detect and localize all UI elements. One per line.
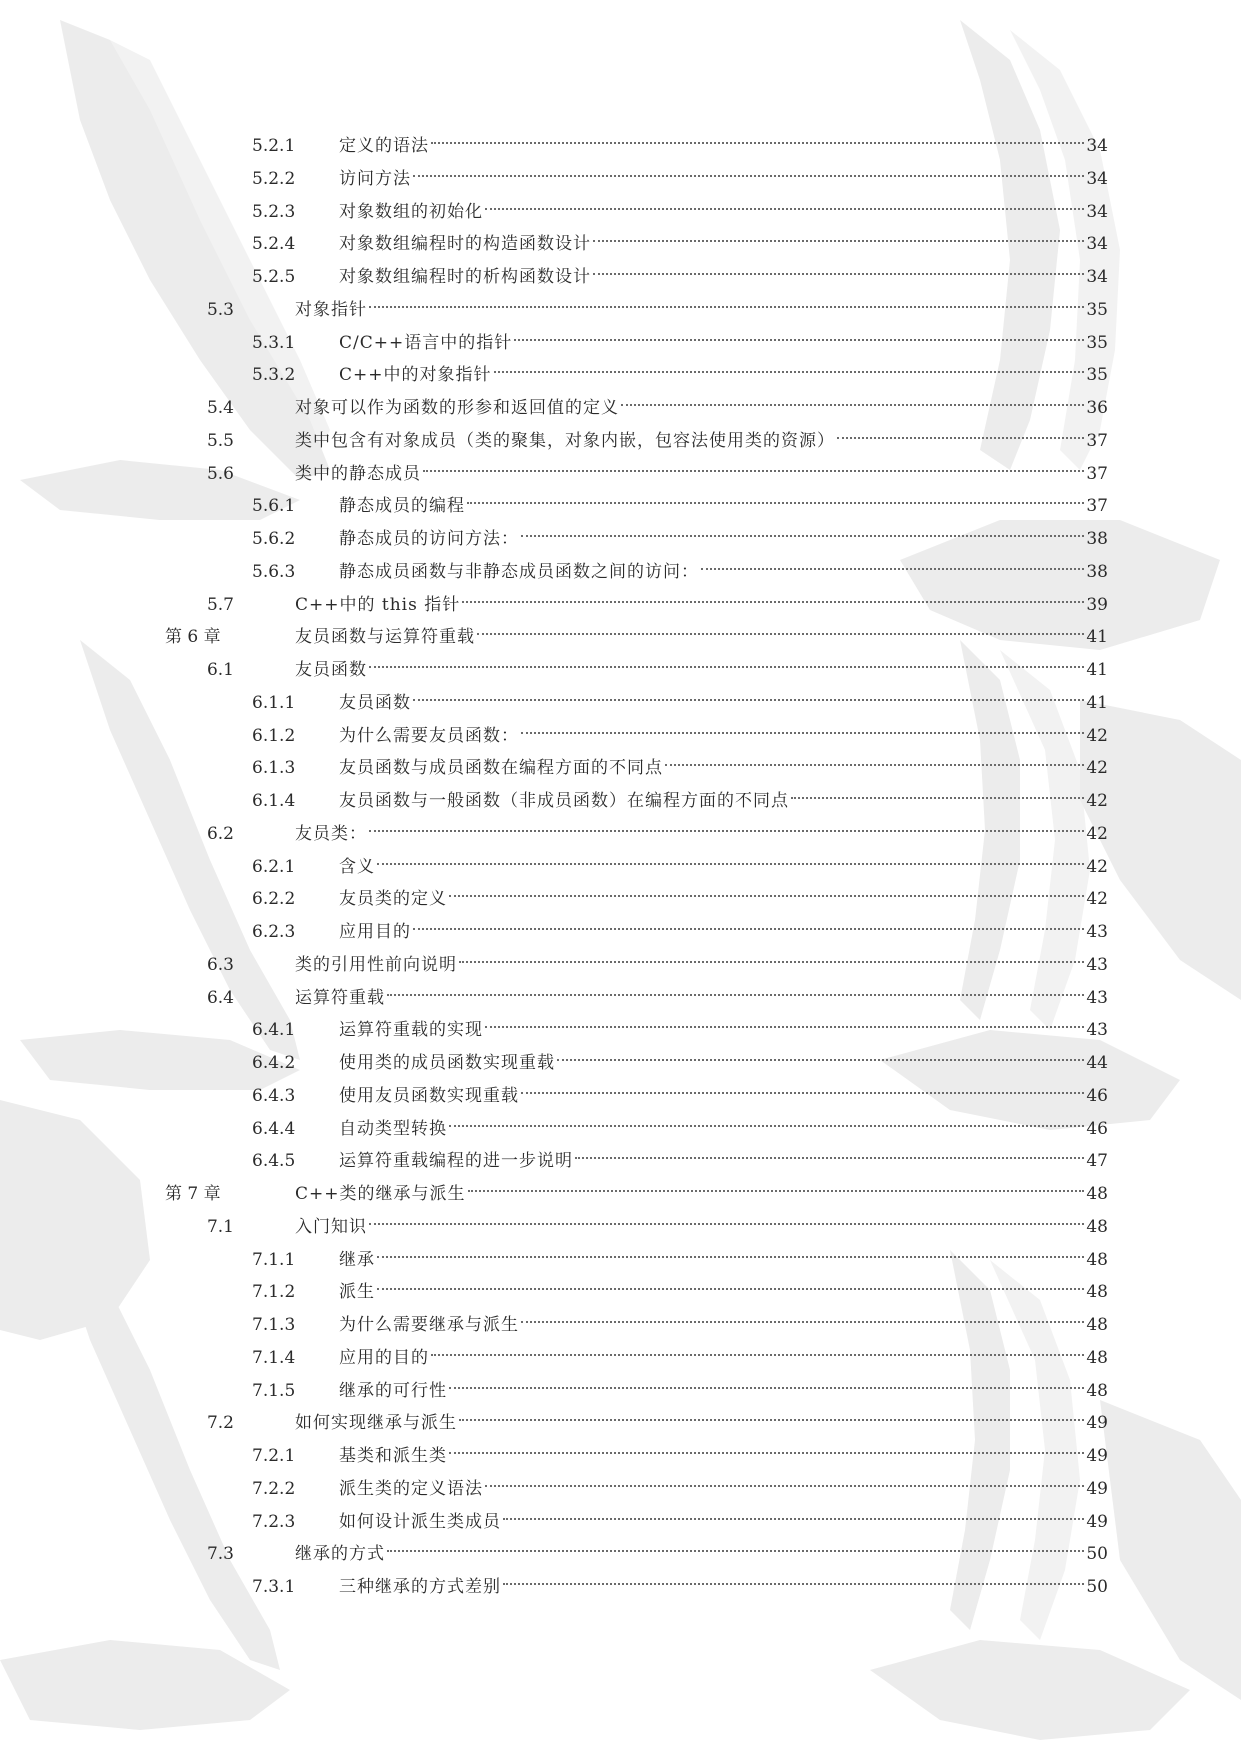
toc-entry-number: 7.1.1: [252, 1249, 296, 1270]
toc-entry-page-number[interactable]: 44: [1086, 1053, 1108, 1073]
toc-entry-line: [295, 949, 1108, 982]
toc-entry-line: [339, 1473, 1108, 1506]
toc-entry-page-number[interactable]: 34: [1086, 234, 1108, 255]
dot-leader: [485, 1484, 1084, 1487]
toc-entry-number: 5.6.3: [252, 561, 296, 582]
toc-entry-title[interactable]: 类的引用性前向说明: [295, 954, 457, 975]
toc-entry-line: [295, 392, 1108, 425]
toc-entry-title[interactable]: 类中的静态成员: [295, 463, 421, 484]
toc-entry-page-number[interactable]: 43: [1086, 954, 1108, 975]
dot-leader: [387, 1549, 1084, 1552]
toc-entry-sub[interactable]: [0, 1047, 1241, 1080]
toc-entry-number: 7.2.3: [252, 1511, 296, 1532]
toc-entry-line: [339, 196, 1108, 229]
toc-entry-sub[interactable]: [0, 261, 1241, 294]
toc-entry-page-number[interactable]: 48: [1086, 1347, 1108, 1368]
toc-entry-line: [339, 1113, 1108, 1146]
dot-leader: [449, 894, 1084, 897]
toc-entry-page-number[interactable]: 35: [1086, 332, 1108, 353]
toc-entry-sub[interactable]: [0, 785, 1241, 818]
toc-entry-page-number[interactable]: 49: [1086, 1446, 1108, 1466]
toc-entry-number: 5.6.1: [252, 496, 296, 517]
toc-entry-sub[interactable]: [0, 1080, 1241, 1113]
toc-entry-title[interactable]: C++中的 this 指针: [295, 594, 461, 615]
toc-entry-page-number[interactable]: 39: [1086, 594, 1108, 615]
toc-entry-number: 7.1.5: [252, 1380, 296, 1401]
toc-entry-title[interactable]: 如何设计派生类成员: [339, 1511, 501, 1532]
toc-entry-section[interactable]: [0, 392, 1241, 425]
toc-entry-title[interactable]: C++类的继承与派生: [295, 1184, 466, 1204]
dot-leader: [837, 436, 1084, 439]
dot-leader: [449, 1124, 1084, 1127]
toc-entry-page-number[interactable]: 41: [1086, 627, 1108, 648]
dot-leader: [521, 1320, 1084, 1323]
toc-entry-title[interactable]: 对象可以作为函数的形参和返回值的定义: [295, 398, 619, 418]
toc-entry-title[interactable]: 运算符重载: [295, 987, 385, 1008]
dot-leader: [791, 796, 1084, 799]
toc-entry-line: [295, 818, 1108, 851]
toc-entry-line: [339, 228, 1108, 261]
dot-leader: [413, 174, 1084, 177]
toc-entry-number: 6.1.3: [252, 758, 296, 779]
toc-entry-title[interactable]: 运算符重载编程的进一步说明: [339, 1151, 573, 1172]
toc-entry-number: 6.2: [206, 823, 234, 844]
toc-entry-title[interactable]: 自动类型转换: [339, 1118, 447, 1139]
toc-entry-sub[interactable]: [0, 883, 1241, 916]
toc-entry-number: 5.2.1: [252, 136, 296, 156]
toc-entry-page-number[interactable]: 34: [1086, 136, 1108, 156]
toc-entry-line: [295, 654, 1108, 687]
toc-entry-section[interactable]: [0, 1538, 1241, 1571]
toc-entry-section[interactable]: [0, 818, 1241, 851]
toc-entry-line: [339, 1506, 1108, 1539]
toc-entry-section[interactable]: [0, 458, 1241, 491]
toc-entry-sub[interactable]: [0, 130, 1241, 163]
toc-entry-line: [295, 982, 1108, 1015]
dot-leader: [462, 600, 1084, 603]
dot-leader: [621, 403, 1084, 406]
toc-entry-page-number[interactable]: 36: [1086, 398, 1108, 418]
toc-entry-line: [339, 1014, 1108, 1047]
toc-entry-title[interactable]: 基类和派生类: [339, 1446, 447, 1466]
toc-entry-page-number[interactable]: 47: [1086, 1151, 1108, 1172]
dot-leader: [485, 1025, 1084, 1028]
toc-entry-page-number[interactable]: 46: [1086, 1085, 1108, 1106]
toc-entry-page-number[interactable]: 34: [1086, 201, 1108, 222]
toc-entry-section[interactable]: [0, 294, 1241, 327]
toc-entry-number: 6.1.2: [252, 725, 296, 746]
toc-entry-line: [339, 1047, 1108, 1080]
toc-entry-number: 5.4: [206, 398, 234, 418]
toc-entry-sub[interactable]: [0, 556, 1241, 589]
toc-entry-title[interactable]: 继承的方式: [295, 1544, 385, 1565]
toc-entry-page-number[interactable]: 42: [1086, 856, 1108, 877]
toc-entry-page-number[interactable]: 49: [1086, 1413, 1108, 1434]
toc-entry-number: 5.3: [206, 299, 234, 320]
toc-entry-sub[interactable]: [0, 1276, 1241, 1309]
table-of-contents: [0, 130, 1241, 1604]
toc-entry-title[interactable]: 使用友员函数实现重载: [339, 1085, 519, 1106]
dot-leader: [521, 534, 1084, 537]
toc-entry-sub[interactable]: [0, 720, 1241, 753]
toc-entry-page-number[interactable]: 38: [1086, 561, 1108, 582]
toc-entry-number: 6.4.5: [252, 1151, 296, 1172]
dot-leader: [593, 272, 1084, 275]
toc-entry-line: [339, 1440, 1108, 1473]
toc-entry-section[interactable]: [0, 1407, 1241, 1440]
toc-entry-number: 6.1: [206, 660, 234, 680]
toc-entry-line: [295, 1538, 1108, 1571]
toc-entry-number: 7.2.1: [252, 1446, 296, 1466]
dot-leader: [521, 1091, 1084, 1094]
toc-entry-title[interactable]: C/C++语言中的指针: [339, 332, 513, 353]
toc-entry-sub[interactable]: [0, 1440, 1241, 1473]
toc-entry-page-number[interactable]: 37: [1086, 463, 1108, 484]
toc-entry-chapter[interactable]: [0, 621, 1241, 654]
toc-entry-sub[interactable]: [0, 490, 1241, 523]
toc-entry-sub[interactable]: [0, 1014, 1241, 1047]
dot-leader: [387, 993, 1084, 996]
toc-entry-line: [339, 490, 1108, 523]
toc-entry-page-number[interactable]: 43: [1086, 1020, 1108, 1041]
toc-entry-number: 7.3.1: [252, 1577, 296, 1597]
dot-leader: [665, 763, 1084, 766]
toc-entry-number: 5.5: [206, 430, 234, 451]
toc-entry-number: 7.1.3: [252, 1315, 296, 1335]
toc-entry-line: [339, 556, 1108, 589]
toc-entry-number: 6.4.2: [252, 1053, 296, 1073]
toc-entry-number: 6.3: [206, 954, 234, 975]
toc-entry-page-number[interactable]: 43: [1086, 922, 1108, 942]
toc-entry-page-number[interactable]: 49: [1086, 1511, 1108, 1532]
toc-entry-number: 6.1.1: [252, 692, 296, 713]
toc-entry-number: 第 6 章: [165, 627, 221, 648]
toc-entry-line: [339, 523, 1108, 556]
toc-entry-sub[interactable]: [0, 752, 1241, 785]
toc-entry-page-number[interactable]: 41: [1086, 660, 1108, 680]
toc-entry-title[interactable]: 友员类的定义: [339, 889, 447, 910]
dot-leader: [369, 829, 1084, 832]
toc-entry-sub[interactable]: [0, 916, 1241, 949]
toc-entry-line: [339, 1375, 1108, 1408]
toc-entry-line: [339, 916, 1108, 949]
toc-entry-title[interactable]: 静态成员的编程: [339, 496, 465, 517]
toc-entry-line: [295, 1407, 1108, 1440]
toc-entry-title[interactable]: 友员函数与一般函数（非成员函数）在编程方面的不同点: [339, 791, 789, 811]
toc-entry-page-number[interactable]: 34: [1086, 168, 1108, 189]
toc-entry-title[interactable]: 友员类：: [295, 823, 367, 844]
toc-entry-title[interactable]: 静态成员函数与非静态成员函数之间的访问：: [339, 561, 699, 582]
toc-entry-title[interactable]: 为什么需要友员函数：: [339, 725, 519, 746]
toc-entry-page-number[interactable]: 50: [1086, 1544, 1108, 1565]
toc-entry-page-number[interactable]: 49: [1086, 1478, 1108, 1499]
dot-leader: [377, 1287, 1084, 1290]
toc-entry-page-number[interactable]: 42: [1086, 725, 1108, 746]
toc-entry-number: 第 7 章: [165, 1184, 221, 1204]
toc-entry-line: [295, 425, 1108, 458]
toc-entry-section[interactable]: [0, 1211, 1241, 1244]
toc-entry-line: [339, 720, 1108, 753]
toc-entry-line: [295, 589, 1108, 622]
toc-entry-page-number[interactable]: 48: [1086, 1216, 1108, 1237]
dot-leader: [557, 1058, 1084, 1061]
toc-entry-page-number[interactable]: 48: [1086, 1249, 1108, 1270]
toc-entry-number: 6.4.1: [252, 1020, 296, 1041]
dot-leader: [449, 1451, 1084, 1454]
toc-entry-title[interactable]: 三种继承的方式差别: [339, 1577, 501, 1597]
dot-leader: [449, 1386, 1084, 1389]
toc-entry-sub[interactable]: [0, 1375, 1241, 1408]
toc-entry-sub[interactable]: [0, 1145, 1241, 1178]
toc-entry-page-number[interactable]: 42: [1086, 758, 1108, 779]
toc-entry-sub[interactable]: [0, 163, 1241, 196]
dot-leader: [593, 239, 1084, 242]
toc-entry-title[interactable]: 友员函数与成员函数在编程方面的不同点: [339, 758, 663, 779]
dot-leader: [521, 731, 1084, 734]
toc-entry-section[interactable]: [0, 589, 1241, 622]
toc-entry-title[interactable]: 继承的可行性: [339, 1380, 447, 1401]
toc-entry-number: 6.4.3: [252, 1085, 296, 1106]
dot-leader: [369, 305, 1084, 308]
toc-entry-section[interactable]: [0, 949, 1241, 982]
toc-entry-line: [295, 1211, 1108, 1244]
dot-leader: [413, 927, 1084, 930]
toc-entry-sub[interactable]: [0, 228, 1241, 261]
dot-leader: [423, 469, 1084, 472]
toc-entry-chapter[interactable]: [0, 1178, 1241, 1211]
toc-entry-sub[interactable]: [0, 196, 1241, 229]
toc-entry-section[interactable]: [0, 654, 1241, 687]
toc-entry-page-number[interactable]: 35: [1086, 299, 1108, 320]
toc-entry-number: 6.2.1: [252, 856, 296, 877]
toc-entry-page-number[interactable]: 48: [1086, 1184, 1108, 1204]
toc-entry-number: 6.4.4: [252, 1118, 296, 1139]
toc-entry-sub[interactable]: [0, 1244, 1241, 1277]
toc-entry-line: [295, 621, 1108, 654]
dot-leader: [431, 141, 1084, 144]
toc-entry-line: [339, 687, 1108, 720]
toc-entry-line: [339, 1244, 1108, 1277]
toc-entry-title[interactable]: 对象数组编程时的析构函数设计: [339, 267, 591, 287]
toc-entry-line: [295, 458, 1108, 491]
toc-entry-page-number[interactable]: 42: [1086, 889, 1108, 910]
toc-entry-title[interactable]: 类中包含有对象成员（类的聚集，对象内嵌，包容法使用类的资源）: [295, 430, 835, 451]
toc-entry-title[interactable]: 对象数组的初始化: [339, 201, 483, 222]
toc-entry-line: [339, 1309, 1108, 1342]
toc-entry-number: 6.1.4: [252, 791, 296, 811]
toc-entry-line: [339, 1342, 1108, 1375]
dot-leader: [514, 338, 1084, 341]
toc-entry-page-number[interactable]: 38: [1086, 529, 1108, 549]
toc-entry-title[interactable]: 对象指针: [295, 299, 367, 320]
toc-entry-line: [339, 752, 1108, 785]
toc-entry-number: 6.2.2: [252, 889, 296, 910]
toc-entry-page-number[interactable]: 43: [1086, 987, 1108, 1008]
toc-entry-title[interactable]: C++中的对象指针: [339, 365, 492, 386]
toc-entry-title[interactable]: 含义: [339, 856, 375, 877]
toc-entry-number: 7.1.2: [252, 1282, 296, 1303]
dot-leader: [477, 632, 1084, 635]
toc-entry-page-number[interactable]: 37: [1086, 430, 1108, 451]
toc-entry-title[interactable]: 访问方法: [339, 168, 411, 189]
toc-entry-line: [339, 261, 1108, 294]
dot-leader: [459, 960, 1084, 963]
toc-entry-line: [339, 883, 1108, 916]
toc-entry-title[interactable]: 友员函数: [295, 660, 367, 680]
toc-entry-title[interactable]: 为什么需要继承与派生: [339, 1315, 519, 1335]
toc-entry-number: 5.7: [206, 594, 234, 615]
toc-entry-number: 5.3.2: [252, 365, 296, 386]
toc-entry-title[interactable]: 入门知识: [295, 1216, 367, 1237]
toc-entry-title[interactable]: 运算符重载的实现: [339, 1020, 483, 1041]
toc-entry-line: [295, 294, 1108, 327]
toc-entry-page-number[interactable]: 50: [1086, 1577, 1108, 1597]
toc-entry-line: [339, 1276, 1108, 1309]
dot-leader: [467, 501, 1084, 504]
toc-entry-line: [339, 359, 1108, 392]
dot-leader: [494, 370, 1085, 373]
toc-entry-line: [295, 1178, 1108, 1211]
toc-entry-page-number[interactable]: 42: [1086, 791, 1108, 811]
toc-entry-page-number[interactable]: 41: [1086, 692, 1108, 713]
toc-entry-title[interactable]: 静态成员的访问方法：: [339, 529, 519, 549]
toc-entry-line: [339, 1080, 1108, 1113]
dot-leader: [468, 1189, 1085, 1192]
toc-entry-number: 5.6: [206, 463, 234, 484]
dot-leader: [459, 1418, 1084, 1421]
toc-entry-sub[interactable]: [0, 851, 1241, 884]
toc-entry-page-number[interactable]: 48: [1086, 1380, 1108, 1401]
dot-leader: [369, 665, 1084, 668]
dot-leader: [575, 1156, 1084, 1159]
toc-entry-title[interactable]: 继承: [339, 1249, 375, 1270]
toc-entry-sub[interactable]: [0, 359, 1241, 392]
toc-entry-section[interactable]: [0, 425, 1241, 458]
dot-leader: [431, 1353, 1084, 1356]
dot-leader: [377, 1255, 1084, 1258]
toc-entry-page-number[interactable]: 37: [1086, 496, 1108, 517]
toc-entry-title[interactable]: 应用目的: [339, 922, 411, 942]
toc-entry-page-number[interactable]: 42: [1086, 823, 1108, 844]
dot-leader: [503, 1517, 1084, 1520]
toc-entry-sub[interactable]: [0, 1113, 1241, 1146]
toc-entry-title[interactable]: 友员函数与运算符重载: [295, 627, 475, 648]
toc-entry-sub[interactable]: [0, 523, 1241, 556]
toc-entry-title[interactable]: 派生: [339, 1282, 375, 1303]
toc-entry-number: 5.2.4: [252, 234, 296, 255]
toc-entry-number: 5.2.3: [252, 201, 296, 222]
toc-entry-line: [339, 130, 1108, 163]
toc-entry-number: 7.2.2: [252, 1478, 296, 1499]
toc-entry-line: [339, 1145, 1108, 1178]
toc-entry-line: [339, 1571, 1108, 1604]
toc-entry-page-number[interactable]: 48: [1086, 1315, 1108, 1335]
toc-entry-title[interactable]: 对象数组编程时的构造函数设计: [339, 234, 591, 255]
toc-entry-number: 6.4: [206, 987, 234, 1008]
toc-entry-page-number[interactable]: 34: [1086, 267, 1108, 287]
dot-leader: [485, 207, 1084, 210]
toc-entry-sub[interactable]: [0, 1571, 1241, 1604]
dot-leader: [369, 1222, 1084, 1225]
toc-entry-title[interactable]: 派生类的定义语法: [339, 1478, 483, 1499]
toc-entry-number: 7.2: [206, 1413, 234, 1434]
dot-leader: [377, 862, 1084, 865]
toc-entry-title[interactable]: 使用类的成员函数实现重载: [339, 1053, 555, 1073]
toc-entry-title[interactable]: 友员函数: [339, 692, 411, 713]
dot-leader: [503, 1582, 1084, 1585]
toc-entry-title[interactable]: 应用的目的: [339, 1347, 429, 1368]
toc-entry-sub[interactable]: [0, 1506, 1241, 1539]
toc-entry-sub[interactable]: [0, 1342, 1241, 1375]
toc-entry-number: 5.6.2: [252, 529, 296, 549]
toc-entry-page-number[interactable]: 35: [1086, 365, 1108, 386]
toc-entry-number: 7.1: [206, 1216, 234, 1237]
toc-entry-title[interactable]: 定义的语法: [339, 136, 429, 156]
toc-entry-sub[interactable]: [0, 327, 1241, 360]
toc-entry-number: 7.1.4: [252, 1347, 296, 1368]
toc-entry-number: 5.2.5: [252, 267, 296, 287]
toc-entry-sub[interactable]: [0, 1309, 1241, 1342]
toc-entry-line: [339, 163, 1108, 196]
toc-entry-page-number[interactable]: 46: [1086, 1118, 1108, 1139]
toc-entry-sub[interactable]: [0, 687, 1241, 720]
toc-entry-line: [339, 851, 1108, 884]
toc-entry-line: [339, 327, 1108, 360]
dot-leader: [701, 567, 1084, 570]
dot-leader: [413, 698, 1084, 701]
toc-entry-number: 7.3: [206, 1544, 234, 1565]
toc-entry-number: 6.2.3: [252, 922, 296, 942]
toc-entry-line: [339, 785, 1108, 818]
toc-entry-number: 5.2.2: [252, 168, 296, 189]
toc-entry-page-number[interactable]: 48: [1086, 1282, 1108, 1303]
toc-entry-sub[interactable]: [0, 1473, 1241, 1506]
toc-entry-title[interactable]: 如何实现继承与派生: [295, 1413, 457, 1434]
toc-entry-number: 5.3.1: [252, 332, 296, 353]
toc-entry-section[interactable]: [0, 982, 1241, 1015]
